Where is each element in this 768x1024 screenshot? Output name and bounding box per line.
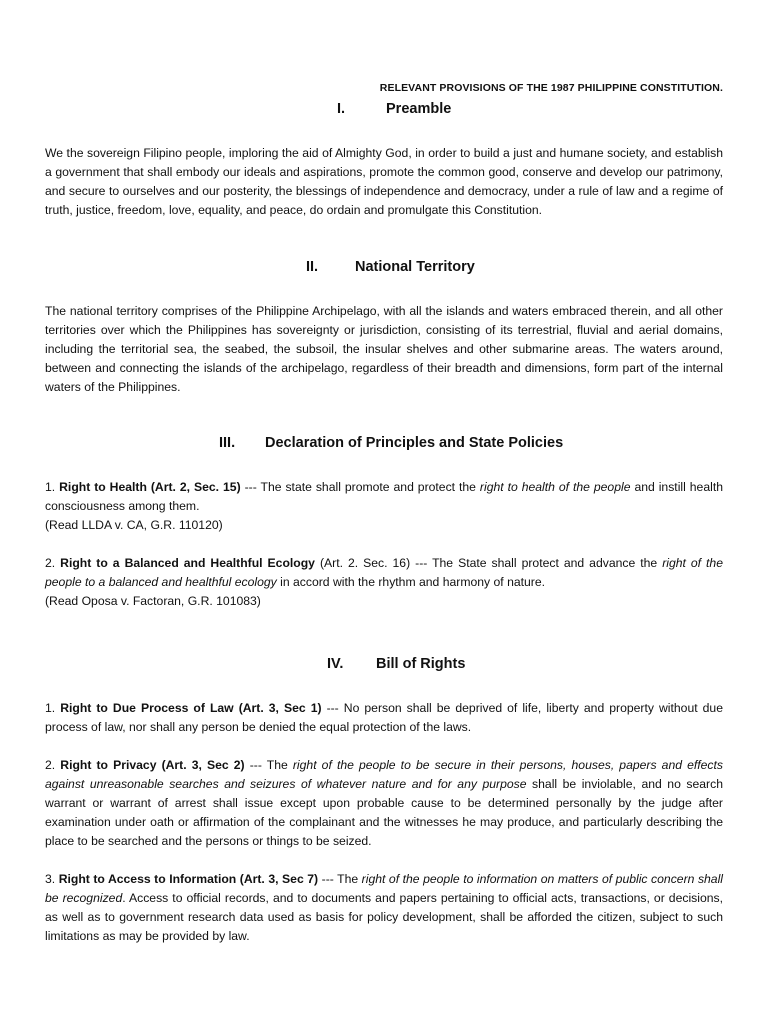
item-number: 1. <box>45 480 60 494</box>
item-italic: right of the people to be secure in their persons, houses, papers and effects against unreasonable searches and seizures of whatever nature and for any purpose <box>45 758 723 791</box>
section-title: National Territory <box>355 259 475 275</box>
right-text <box>45 699 723 737</box>
section-heading-territory <box>306 259 475 275</box>
principle-text <box>45 478 723 516</box>
item-text: . Access to official records, and to documents and papers pertaining to official acts, transactions, or decisions, as well as to government research data used as basis for policy development, shall be afforded the citizen, subject to such limitations as may be provided by law. <box>45 891 723 943</box>
section-heading-preamble <box>337 101 451 117</box>
case-reference: (Read LLDA v. CA, G.R. 110120) <box>45 518 223 532</box>
item-number: 2. <box>45 758 61 772</box>
item-italic: right of the people to information on matters of public concern shall be recognized <box>45 872 724 905</box>
paragraph: We the sovereign Filipino people, imploring the aid of Almighty God, in order to build a just and humane society, and establish a government that shall embody our ideals and aspirations, promote the common good, conserve and develop our patrimony, and secure to ourselves and our posterity, the blessings of independence and democracy, under a rule of law and a regime of truth, justice, freedom, love, equality, and peace, do ordain and promulgate this Constitution. <box>45 146 723 217</box>
section-heading-principles <box>219 435 563 451</box>
item-text: --- The <box>244 758 293 772</box>
item-heading: Right to Due Process of Law (Art. 3, Sec 1) <box>60 701 322 715</box>
right-item <box>45 756 723 851</box>
item-heading: Right to Access to Information (Art. 3, Sec 7) <box>58 872 319 886</box>
section-title: Declaration of Principles and State Policies <box>265 435 564 451</box>
item-heading: Right to Privacy (Art. 3, Sec 2) <box>60 758 245 772</box>
section-number: III. <box>219 435 236 451</box>
section-title: Bill of Rights <box>376 656 466 672</box>
principle-item <box>45 554 723 611</box>
item-text: --- The state shall promote and protect the <box>240 480 480 494</box>
item-text: in accord with the rhythm and harmony of nature. <box>276 575 546 589</box>
item-text: shall be inviolable, and no search warrant or warrant of arrest shall issue except upon probable cause to be determined personally by the judge after examination under oath or affirmation of the complainant and the witnesses he may produce, and particularly describing the place to be searched and the persons or things to be seized. <box>45 777 723 848</box>
case-reference: (Read Oposa v. Factoran, G.R. 101083) <box>45 594 261 608</box>
section-heading-rights <box>327 656 465 672</box>
item-italic: right of the people to a balanced and healthful ecology <box>45 556 723 589</box>
principle-item <box>45 478 723 535</box>
item-number: 2. <box>45 556 61 570</box>
item-text: --- The <box>318 872 362 886</box>
document-title: RELEVANT PROVISIONS OF THE 1987 PHILIPPINE CONSTITUTION. <box>379 82 723 94</box>
section-number: IV. <box>327 656 344 672</box>
paragraph: The national territory comprises of the Philippine Archipelago, with all the islands and waters embraced therein, and all other territories over which the Philippines has sovereignty or jurisdiction, consisting of its terrestrial, fluvial and aerial domains, including the territorial sea, the seabed, the subsoil, the insular shelves and other submarine areas. The waters around, between and connecting the islands of the archipelago, regardless of their breadth and dimensions, form part of the internal waters of the Philippines. <box>45 304 723 394</box>
right-text <box>45 756 723 851</box>
territory-text <box>45 302 723 397</box>
item-number: 1. <box>45 701 61 715</box>
item-heading-extra: (Art. 2. Sec. 16) <box>314 556 411 570</box>
item-heading: Right to Health (Art. 2, Sec. 15) <box>59 480 241 494</box>
item-text: and instill health consciousness among them. <box>45 480 723 513</box>
item-text: --- No person shall be deprived of life, liberty and property without due process of law, nor shall any person be denied the equal protection of the laws. <box>45 701 723 734</box>
section-number: I. <box>337 101 346 117</box>
item-italic: right to health of the people <box>479 480 631 494</box>
right-item <box>45 699 723 737</box>
preamble-text <box>45 144 723 220</box>
principle-text <box>45 554 723 592</box>
item-heading: Right to a Balanced and Healthful Ecology <box>60 556 315 570</box>
section-title: Preamble <box>386 101 452 117</box>
right-item <box>45 870 723 946</box>
section-number: II. <box>306 259 319 275</box>
right-text <box>45 870 723 946</box>
item-text: --- The State shall protect and advance the <box>410 556 663 570</box>
item-number: 3. <box>45 872 59 886</box>
